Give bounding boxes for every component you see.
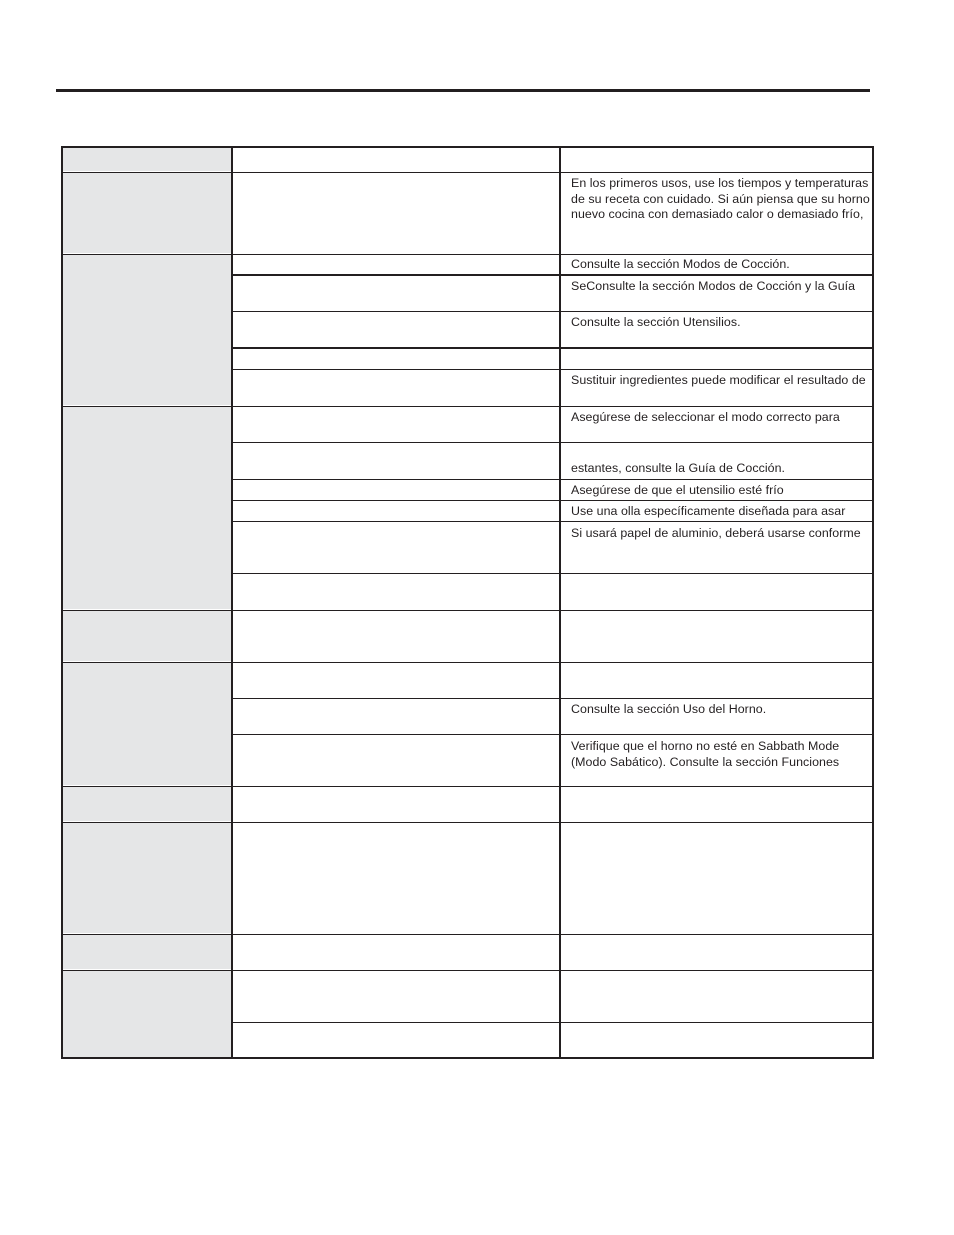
problem-cell-6	[62, 787, 231, 821]
table-border-bottom	[61, 1057, 874, 1059]
problem-cell-9	[62, 971, 231, 1057]
table-border-left	[61, 146, 63, 1058]
column-divider-2	[559, 146, 561, 1058]
subrow-divider	[231, 369, 874, 371]
solution-line: Asegúrese de que el utensilio esté frío	[571, 483, 784, 497]
problem-cell-5	[62, 663, 231, 785]
subrow-divider	[231, 521, 874, 523]
solution-line: Si usará papel de aluminio, deberá usarse conforme	[571, 526, 861, 540]
row-divider	[61, 254, 874, 256]
problem-cell-8	[62, 935, 231, 969]
row-divider	[61, 610, 874, 612]
solution-cell-2	[571, 257, 871, 273]
row-divider	[61, 172, 874, 174]
subrow-divider	[231, 698, 874, 700]
subrow-divider	[231, 274, 874, 276]
row-divider	[61, 406, 874, 408]
solution-cell-6	[571, 410, 871, 426]
subrow-divider	[231, 500, 874, 502]
subrow-divider	[231, 311, 874, 313]
problem-cell-7	[62, 823, 231, 933]
solution-cell-7	[571, 461, 871, 477]
solution-cell-3	[571, 279, 871, 295]
solution-cell-5	[571, 373, 871, 389]
column-divider-1	[231, 146, 233, 1058]
problem-cell-3	[62, 407, 231, 609]
row-divider	[61, 934, 874, 936]
solution-cell-12	[571, 739, 871, 770]
row-divider	[61, 970, 874, 972]
subrow-divider	[231, 442, 874, 444]
solution-line: Sustituir ingredientes puede modificar el resultado de	[571, 373, 866, 387]
row-divider	[61, 822, 874, 824]
problem-cell-2	[62, 255, 231, 405]
solution-line: Consulte la sección Uso del Horno.	[571, 702, 767, 716]
solution-line: En los primeros usos, use los tiempos y temperaturas	[571, 176, 869, 190]
solution-line: Consulte la sección Modos de Cocción.	[571, 257, 790, 271]
problem-cell-4	[62, 611, 231, 661]
solution-cell-10	[571, 526, 871, 542]
table-border-right	[872, 146, 874, 1058]
problem-cell-1	[62, 173, 231, 253]
subrow-divider	[231, 347, 874, 349]
solution-line: estantes, consulte la Guía de Cocción.	[571, 461, 786, 475]
solution-cell-9	[571, 504, 871, 520]
subrow-divider	[231, 479, 874, 481]
subrow-divider	[231, 1022, 874, 1024]
subrow-divider	[231, 734, 874, 736]
solution-line: Verifique que el horno no esté en Sabbath Mode	[571, 739, 840, 753]
solution-line: SeConsulte la sección Modos de Cocción y la Guía	[571, 279, 856, 293]
row-divider	[61, 662, 874, 664]
solution-cell-8	[571, 483, 871, 499]
solution-cell-1	[571, 176, 871, 223]
table-border-top	[61, 146, 874, 148]
subrow-divider	[231, 573, 874, 575]
solution-line: Use una olla específicamente diseñada para asar	[571, 504, 846, 518]
solution-cell-11	[571, 702, 871, 718]
solution-line: (Modo Sabático). Consulte la sección Funciones	[571, 754, 840, 769]
row-divider	[61, 786, 874, 788]
header-cell-problem	[62, 147, 231, 171]
solution-line: nuevo cocina con demasiado calor o demasiado frío,	[571, 207, 864, 221]
solution-cell-4	[571, 315, 871, 331]
solution-line: Asegúrese de seleccionar el modo correcto para	[571, 410, 840, 424]
solution-line: de su receta con cuidado. Si aún piensa que su horno	[571, 191, 870, 206]
solution-line: Consulte la sección Utensilios.	[571, 315, 741, 329]
